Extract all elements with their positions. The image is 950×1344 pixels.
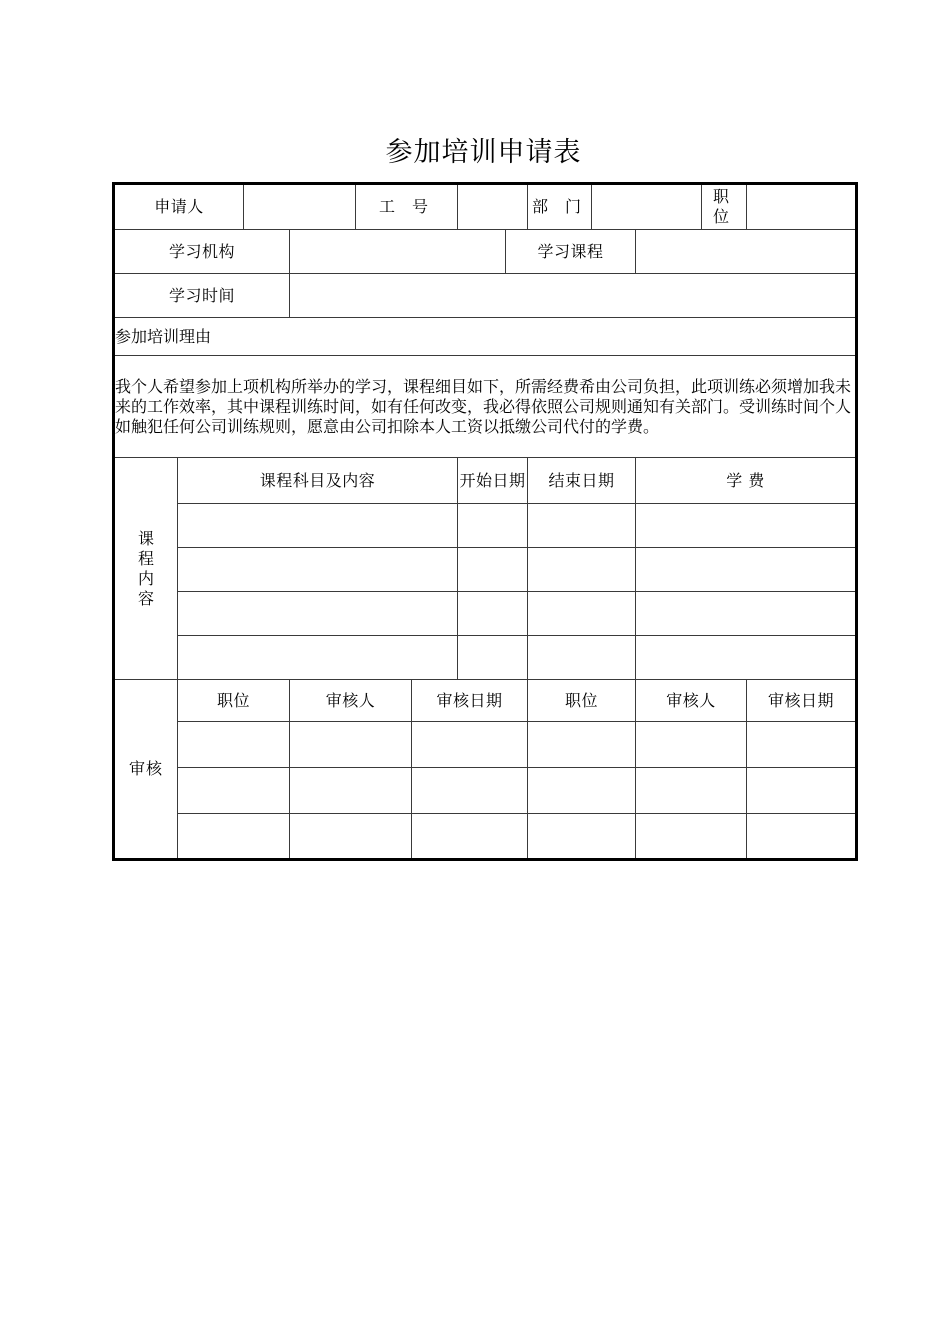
approval-col-header-position-1: 职位 [178, 680, 290, 722]
course-side-char-2: 内 [137, 568, 154, 588]
study-time-row [114, 274, 857, 318]
approval-cell-date-2[interactable] [747, 768, 857, 814]
approval-cell-position-2[interactable] [528, 814, 636, 860]
approval-header-row [114, 680, 857, 722]
course-cell-fee[interactable] [636, 592, 857, 636]
approval-col-header-reviewer-1: 审核人 [290, 680, 412, 722]
applicant-label: 申请人 [114, 184, 244, 230]
study-course-value-field[interactable] [636, 230, 857, 274]
approval-cell-reviewer-1[interactable] [290, 768, 412, 814]
course-cell-subject[interactable] [178, 504, 458, 548]
approval-side-label: 审核 [114, 680, 178, 860]
approval-cell-date-2[interactable] [747, 814, 857, 860]
institution-row [114, 230, 857, 274]
training-application-form [112, 182, 858, 861]
course-content-row [114, 548, 857, 592]
course-cell-fee[interactable] [636, 636, 857, 680]
position-label: 职 位 [702, 184, 747, 230]
approval-cell-date-1[interactable] [412, 722, 528, 768]
institution-label: 学习机构 [114, 230, 290, 274]
course-col-header-start-date: 开始日期 [458, 458, 528, 504]
study-time-value-field[interactable] [290, 274, 857, 318]
course-col-header-fee: 学 费 [636, 458, 857, 504]
department-label: 部 门 [528, 184, 592, 230]
course-content-row [114, 636, 857, 680]
approval-cell-date-1[interactable] [412, 814, 528, 860]
course-side-char-3: 容 [137, 588, 154, 608]
course-cell-subject[interactable] [178, 592, 458, 636]
course-cell-subject[interactable] [178, 548, 458, 592]
approval-cell-reviewer-1[interactable] [290, 814, 412, 860]
approval-cell-date-1[interactable] [412, 768, 528, 814]
approval-cell-position-1[interactable] [178, 814, 290, 860]
employee-no-label: 工 号 [356, 184, 458, 230]
approval-cell-reviewer-2[interactable] [636, 768, 747, 814]
approval-cell-position-2[interactable] [528, 722, 636, 768]
course-content-row [114, 504, 857, 548]
course-col-header-end-date: 结束日期 [528, 458, 636, 504]
approval-cell-reviewer-2[interactable] [636, 814, 747, 860]
approval-cell-position-1[interactable] [178, 768, 290, 814]
course-cell-end-date[interactable] [528, 636, 636, 680]
course-cell-subject[interactable] [178, 636, 458, 680]
study-course-label: 学习课程 [506, 230, 636, 274]
course-cell-start-date[interactable] [458, 592, 528, 636]
course-side-char-0: 课 [137, 528, 154, 548]
approval-cell-reviewer-1[interactable] [290, 722, 412, 768]
course-content-header-row [114, 458, 857, 504]
applicant-row [114, 184, 857, 230]
approval-row [114, 768, 857, 814]
course-cell-fee[interactable] [636, 504, 857, 548]
reason-heading: 参加培训理由 [114, 318, 857, 356]
approval-cell-position-2[interactable] [528, 768, 636, 814]
course-cell-end-date[interactable] [528, 592, 636, 636]
reason-heading-row [114, 318, 857, 356]
approval-col-header-position-2: 职位 [528, 680, 636, 722]
approval-row [114, 722, 857, 768]
approval-col-header-date-1: 审核日期 [412, 680, 528, 722]
course-content-side-label [114, 458, 178, 680]
position-value-field[interactable] [747, 184, 857, 230]
course-side-char-1: 程 [137, 548, 154, 568]
approval-cell-position-1[interactable] [178, 722, 290, 768]
course-cell-start-date[interactable] [458, 636, 528, 680]
applicant-value-field[interactable] [244, 184, 356, 230]
study-time-label: 学习时间 [114, 274, 290, 318]
page-title: 参加培训申请表 [385, 137, 582, 168]
course-cell-fee[interactable] [636, 548, 857, 592]
course-content-row [114, 592, 857, 636]
course-col-header-subject: 课程科目及内容 [178, 458, 458, 504]
approval-cell-reviewer-2[interactable] [636, 722, 747, 768]
approval-row [114, 814, 857, 860]
approval-col-header-reviewer-2: 审核人 [636, 680, 747, 722]
course-cell-end-date[interactable] [528, 504, 636, 548]
employee-no-value-field[interactable] [458, 184, 528, 230]
approval-cell-date-2[interactable] [747, 722, 857, 768]
reason-body-text[interactable]: 我个人希望参加上项机构所举办的学习，课程细目如下，所需经费希由公司负担，此项训练必须增加我未来的工作效率，其中课程训练时间，如有任何改变，我必得依照公司规则通知有关部门。受训练时间个人如触犯任何公司训练规则，愿意由公司扣除本人工资以抵缴公司代付的学费。 [114, 356, 857, 458]
approval-col-header-date-2: 审核日期 [747, 680, 857, 722]
course-cell-end-date[interactable] [528, 548, 636, 592]
institution-value-field[interactable] [290, 230, 506, 274]
reason-body-row [114, 356, 857, 458]
course-cell-start-date[interactable] [458, 504, 528, 548]
course-cell-start-date[interactable] [458, 548, 528, 592]
department-value-field[interactable] [592, 184, 702, 230]
